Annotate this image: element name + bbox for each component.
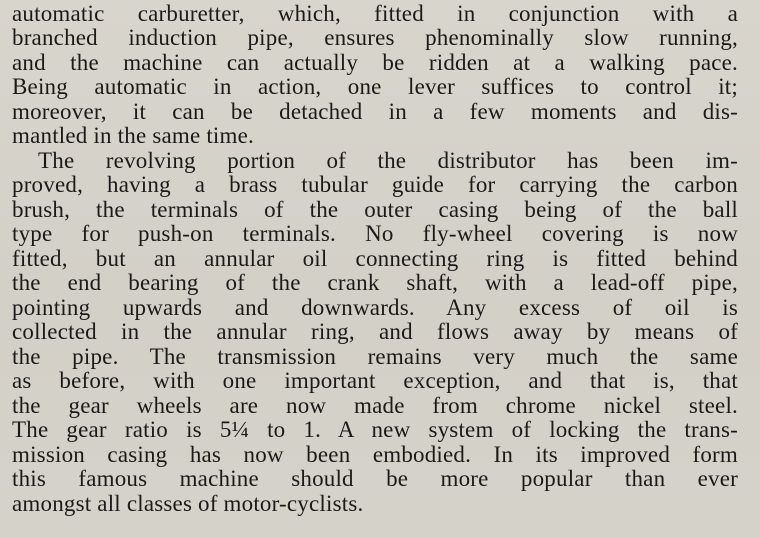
text-line: The revolving portion of the distributor has been im- [38, 148, 738, 173]
text-line: this famous machine should be more popular than ever [12, 466, 738, 491]
text-line: The gear ratio is 5¼ to 1. A new system of locking the trans- [12, 417, 738, 442]
text-line: moreover, it can be detached in a few moments and dis- [12, 99, 738, 124]
text-line: mission casing has now been embodied. In its improved form [12, 442, 738, 467]
text-line: Being automatic in action, one lever suffices to control it; [12, 74, 738, 99]
text-line: as before, with one important exception, and that is, that [12, 368, 738, 393]
text-line: automatic carburetter, which, fitted in conjunction with a [12, 1, 738, 26]
text-line: pointing upwards and downwards. Any excess of oil is [12, 295, 738, 320]
text-line: collected in the annular ring, and flows away by means of [12, 319, 738, 344]
text-line: amongst all classes of motor-cyclists. [12, 491, 364, 516]
text-line: branched induction pipe, ensures phenominally slow running, [12, 25, 738, 50]
text-line: type for push-on terminals. No fly-wheel covering is now [12, 221, 738, 246]
text-line: and the machine can actually be ridden at a walking pace. [12, 50, 738, 75]
text-line: fitted, but an annular oil connecting ring is fitted behind [12, 246, 738, 271]
text-line: the gear wheels are now made from chrome nickel steel. [12, 393, 738, 418]
text-line: proved, having a brass tubular guide for carrying the carbon [12, 172, 738, 197]
text-line: mantled in the same time. [12, 123, 254, 148]
text-line: the end bearing of the crank shaft, with a lead-off pipe, [12, 270, 738, 295]
text-line: brush, the terminals of the outer casing being of the ball [12, 197, 738, 222]
text-line: the pipe. The transmission remains very much the same [12, 344, 738, 369]
